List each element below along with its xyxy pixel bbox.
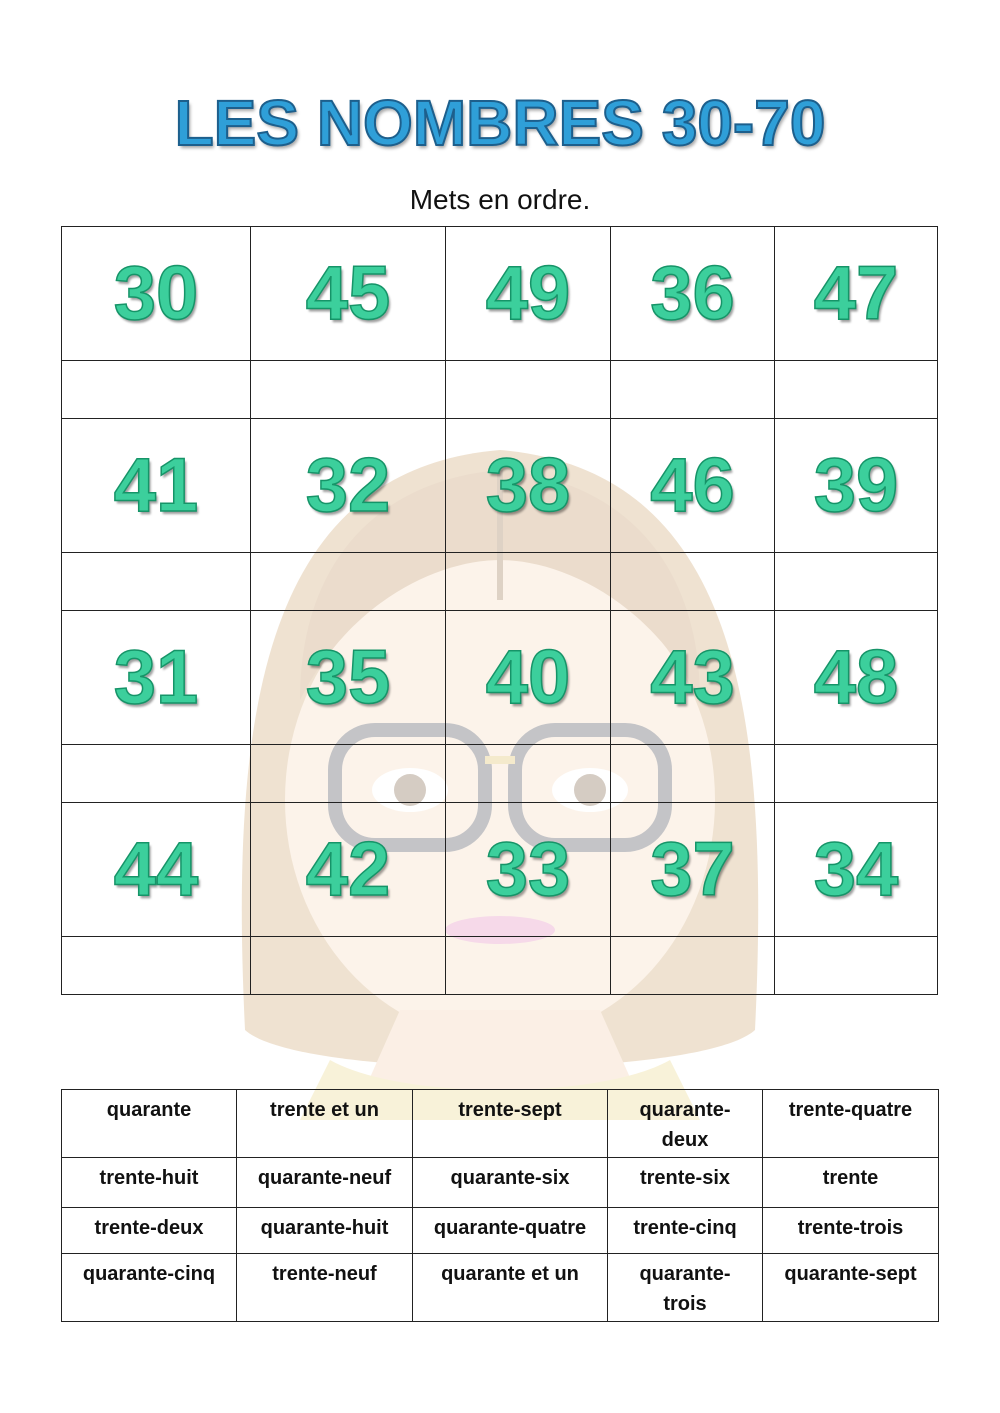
word-card[interactable]: trente-six: [608, 1158, 763, 1208]
answer-cell[interactable]: [611, 553, 775, 611]
answer-cell[interactable]: [251, 553, 446, 611]
answer-row: [62, 553, 938, 611]
word-card[interactable]: trente-trois: [763, 1208, 939, 1254]
number-label: 42: [305, 827, 391, 912]
number-cell: [446, 803, 611, 937]
word-card[interactable]: trente-quatre: [763, 1090, 939, 1158]
instruction-text: Mets en ordre.: [409, 184, 591, 215]
answer-cell[interactable]: [62, 361, 251, 419]
number-cell: [775, 611, 938, 745]
number-label: 46: [650, 443, 735, 528]
word-card[interactable]: quarante-six: [413, 1158, 608, 1208]
answer-cell[interactable]: [446, 553, 611, 611]
number-label: 38: [485, 443, 571, 528]
answer-cell[interactable]: [775, 361, 938, 419]
number-row: [62, 419, 938, 553]
word-card[interactable]: quarante-neuf: [237, 1158, 413, 1208]
number-cell: [775, 419, 938, 553]
word-card[interactable]: trente-sept: [413, 1090, 608, 1158]
number-cell: [62, 419, 251, 553]
word-card[interactable]: trente: [763, 1158, 939, 1208]
number-label: 41: [113, 443, 199, 528]
word-card[interactable]: quarante-trois: [608, 1254, 763, 1322]
number-cell: [251, 227, 446, 361]
answer-cell[interactable]: [775, 553, 938, 611]
number-label: 39: [813, 443, 899, 528]
number-cell: [251, 419, 446, 553]
word-card[interactable]: trente-neuf: [237, 1254, 413, 1322]
answer-cell[interactable]: [446, 937, 611, 995]
number-cell: [611, 419, 775, 553]
number-cell: [446, 227, 611, 361]
word-card[interactable]: trente-deux: [62, 1208, 237, 1254]
numbers-grid: [61, 226, 938, 995]
number-label: 33: [485, 827, 571, 912]
word-row: [62, 1090, 939, 1158]
number-cell: [611, 227, 775, 361]
word-row: [62, 1254, 939, 1322]
number-label: 48: [813, 635, 899, 720]
words-table: [61, 1089, 939, 1322]
number-cell: [611, 611, 775, 745]
number-cell: [446, 419, 611, 553]
number-cell: [251, 611, 446, 745]
page-title: LES NOMBRES 30-70: [174, 87, 826, 159]
answer-cell[interactable]: [251, 937, 446, 995]
answer-cell[interactable]: [62, 937, 251, 995]
number-cell: [446, 611, 611, 745]
word-card[interactable]: trente-cinq: [608, 1208, 763, 1254]
number-label: 30: [113, 251, 199, 336]
answer-row: [62, 361, 938, 419]
word-card[interactable]: quarante et un: [413, 1254, 608, 1322]
word-row: [62, 1208, 939, 1254]
word-row: [62, 1158, 939, 1208]
number-label: 44: [113, 827, 199, 912]
word-card[interactable]: quarante: [62, 1090, 237, 1158]
number-label: 32: [305, 443, 391, 528]
answer-cell[interactable]: [446, 361, 611, 419]
number-cell: [611, 803, 775, 937]
number-cell: [62, 803, 251, 937]
word-card[interactable]: quarante-huit: [237, 1208, 413, 1254]
word-card[interactable]: quarante-cinq: [62, 1254, 237, 1322]
number-row: [62, 611, 938, 745]
answer-cell[interactable]: [62, 745, 251, 803]
number-label: 49: [485, 251, 571, 336]
number-label: 37: [650, 827, 735, 912]
answer-cell[interactable]: [251, 361, 446, 419]
number-label: 36: [650, 251, 735, 336]
answer-row: [62, 745, 938, 803]
word-card[interactable]: quarante-sept: [763, 1254, 939, 1322]
answer-cell[interactable]: [611, 361, 775, 419]
number-label: 31: [113, 635, 199, 720]
number-label: 45: [305, 251, 391, 336]
word-card[interactable]: trente-huit: [62, 1158, 237, 1208]
number-label: 35: [305, 635, 391, 720]
number-label: 47: [813, 251, 899, 336]
answer-cell[interactable]: [775, 937, 938, 995]
word-card[interactable]: trente et un: [237, 1090, 413, 1158]
answer-cell[interactable]: [446, 745, 611, 803]
number-label: 40: [485, 635, 571, 720]
number-label: 34: [813, 827, 899, 912]
answer-cell[interactable]: [62, 553, 251, 611]
number-cell: [775, 803, 938, 937]
word-card[interactable]: quarante-deux: [608, 1090, 763, 1158]
answer-row: [62, 937, 938, 995]
number-row: [62, 803, 938, 937]
answer-cell[interactable]: [775, 745, 938, 803]
number-label: 43: [650, 635, 735, 720]
answer-cell[interactable]: [611, 937, 775, 995]
number-cell: [251, 803, 446, 937]
number-cell: [775, 227, 938, 361]
number-row: [62, 227, 938, 361]
number-cell: [62, 227, 251, 361]
answer-cell[interactable]: [611, 745, 775, 803]
word-card[interactable]: quarante-quatre: [413, 1208, 608, 1254]
answer-cell[interactable]: [251, 745, 446, 803]
number-cell: [62, 611, 251, 745]
